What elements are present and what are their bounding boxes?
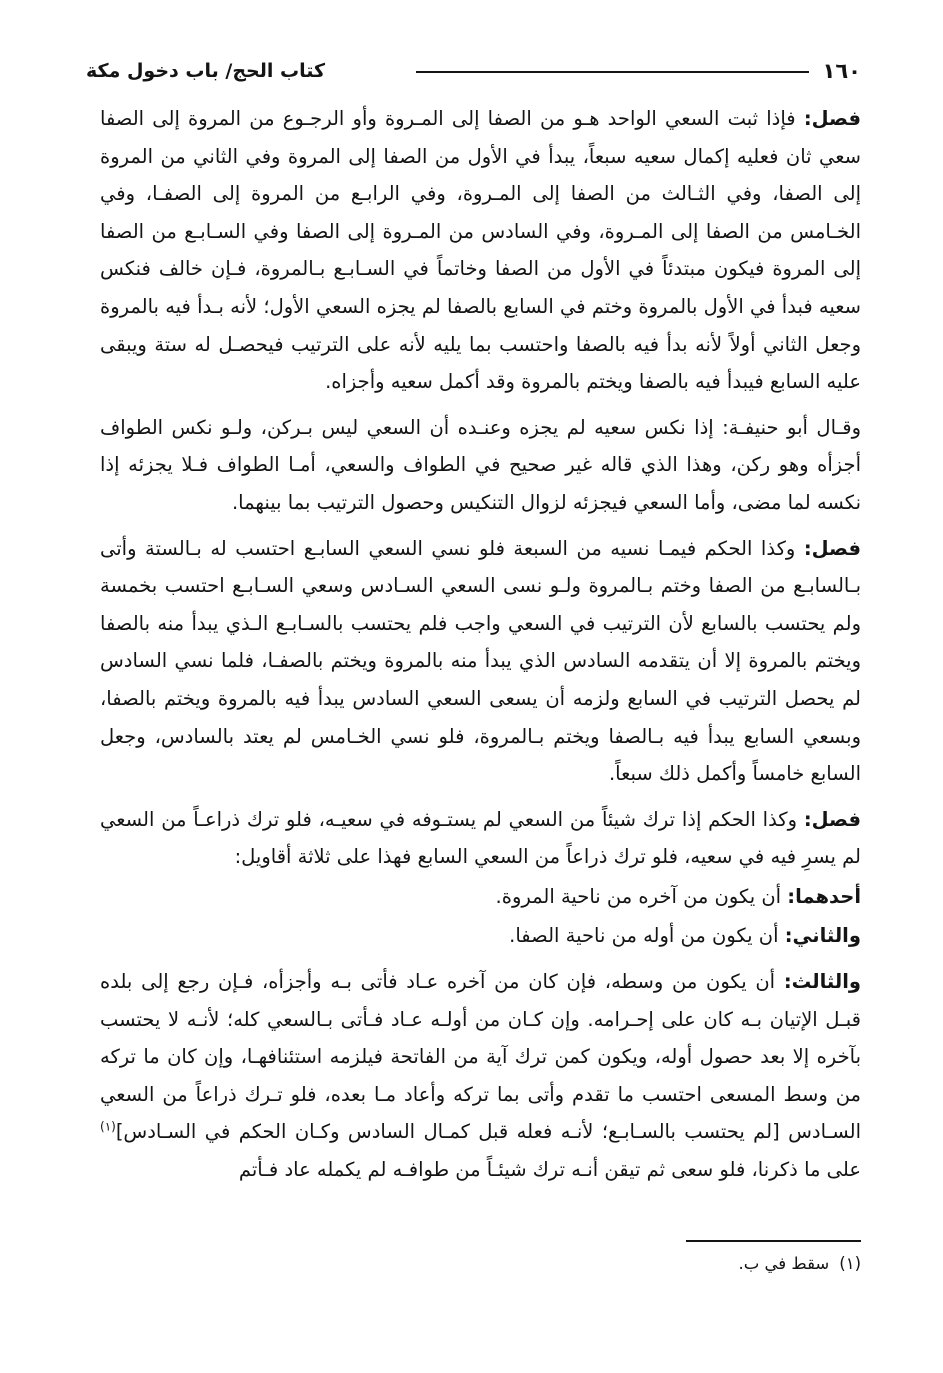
- paragraph-lead: والثالث:: [783, 970, 861, 994]
- running-title: كتاب الحج/ باب دخول مكة: [86, 60, 326, 82]
- body-text: [100, 100, 861, 1197]
- paragraph-text: وكذا الحكم فيمـا نسيه من السبعة فلو نسي السعي السابـع احتسب له بـالستة وأتى بـالسابـع من الصفا وختم بـالمروة ولـو نسى السعي السـادس وسعي السـابـع احتسب بخمسة ولم يحتسب بالسابع لأن الترتيب في السعي واجب فلم يحتسب بالسـابـع الـذي يبدأ منه بالصفا ويختم بالمروة إلا أن يتقدمه السادس الذي يبدأ منه بالمروة ويختم بالصفـا، فلما نسي السادس لم يحصل الترتيب في السابع ولزمه أن يسعى السعي السادس يبدأ فيه بالمروة ويختم بالصفا، وبسعي السابع يبدأ فيه بـالصفا ويختم بـالمروة، فلو نسي الخـامس لم يعتد بالسادس، وجعل السابع خامساً وأكمل ذلك سبعاً.: [100, 536, 861, 786]
- footnote-reference: (١): [100, 1119, 116, 1134]
- footnote-rule: [686, 1240, 861, 1242]
- paragraph-lead: فصل:: [803, 807, 861, 831]
- paragraph-text: وقـال أبو حنيفـة: إذا نكس سعيه لم يجزه وعنـده أن السعي ليس بـركن، ولـو نكس الطواف أجزأه وهو ركن، وهذا الذي قاله غير صحيح في الطواف والسعي، أمـا الطواف فـلا يجزئه إذا نكسه لما مضى، وأما السعي فيجزئه لزوال التنكيس وحصول الترتيب بما بينهما.: [100, 415, 861, 514]
- paragraph-abu-hanifa: [100, 409, 861, 522]
- paragraph-second-opinion: [100, 917, 861, 955]
- header-rule: [416, 71, 809, 73]
- paragraph-text: أن يكون من آخره من ناحية المروة.: [495, 884, 788, 908]
- footnote-item: [100, 1249, 861, 1279]
- footnote-number: (١): [839, 1254, 861, 1273]
- paragraph-lead: أحدهما:: [787, 884, 861, 908]
- paragraph-lead: فصل:: [803, 107, 861, 130]
- paragraph-first-opinion: [100, 878, 861, 916]
- page-header: [86, 54, 861, 88]
- page-number: ١٦٠: [822, 59, 861, 83]
- footnotes: [100, 1249, 861, 1279]
- paragraph-fasl-2: [100, 530, 861, 793]
- footnote-text: سقط في ب.: [738, 1254, 830, 1273]
- paragraph-text: أن يكون من أوله من ناحية الصفا.: [509, 924, 785, 948]
- paragraph-lead: فصل:: [803, 536, 861, 560]
- paragraph-text: وكذا الحكم إذا ترك شيئاً من السعي لم يستـوفه في سعيـه، فلو ترك ذراعـاً من السعي لم يسرِ فيه في سعيه، فلو ترك ذراعاً من السعي السابع فهذا على ثلاثة أقاويل:: [100, 807, 861, 869]
- paragraph-third-opinion: [100, 963, 861, 1189]
- paragraph-text: أن يكون من وسطه، فإن كان من آخره عـاد فأتى بـه وأجزأه، فـإن رجع إلى بلده قبـل الإتيان بـه كان على إحـرامه. وإن كـان من أولـه عـاد فـأتى بـالسعي كله؛ لأنـه لا يحتسب بآخره إلا بعد حصول أوله، ويكون كمن ترك آية من الفاتحة فيلزمه استئنافهـا، وإن كان ما تركه من وسط المسعى احتسب ما تقدم وأتى بما تركه وأعاد مـا بعده، فلو تـرك ذراعاً من السعي السـادس [لم يحتسب بالسـابـع؛ لأنـه فعله قبل كمـال السادس وكـان الحكم في السـادس]: [100, 970, 861, 1144]
- paragraph-text: فإذا ثبت السعي الواحد هـو من الصفا إلى المـروة وأو الرجـوع من المروة إلى الصفا سعي ثان فعليه إكمال سعيه سبعاً، يبدأ في الأول من الصفا إلى المروة وفي الثاني من المروة إلى الصفا، وفي الثـالث من الصفا إلى المـروة، وفي الرابـع من المروة إلى الصفـا، وفي الخـامس من الصفا إلى المـروة، وفي السادس من المـروة إلى الصفا وفي السـابـع من الصفا إلى المروة فيكون مبتدئاً في الأول من الصفا وخاتماً في السـابـع بـالمروة، فـإن خالف فنكس سعيه فبدأ في الأول بالمروة وختم في السابع بالصفا لم يجزه السعي الأول؛ لأنه بـدأ فيه بالمروة وجعل الثاني أولاً لأنه بدأ فيه بالصفا واحتسب بما يليه لأنه على الترتيب فيحصـل له ستة ويبقى عليه السابع فيبدأ فيه بالصفا ويختم بالمروة وقد أكمل سعيه وأجزاه.: [100, 107, 861, 394]
- paragraph-lead: والثاني:: [784, 924, 861, 948]
- paragraph-fasl-1: [100, 100, 861, 401]
- paragraph-text-continued: على ما ذكرنا، فلو سعى ثم تيقن أنـه ترك شيئـاً من طوافـه لم يكمله عاد فـأتم: [238, 1158, 861, 1182]
- paragraph-fasl-3: [100, 801, 861, 876]
